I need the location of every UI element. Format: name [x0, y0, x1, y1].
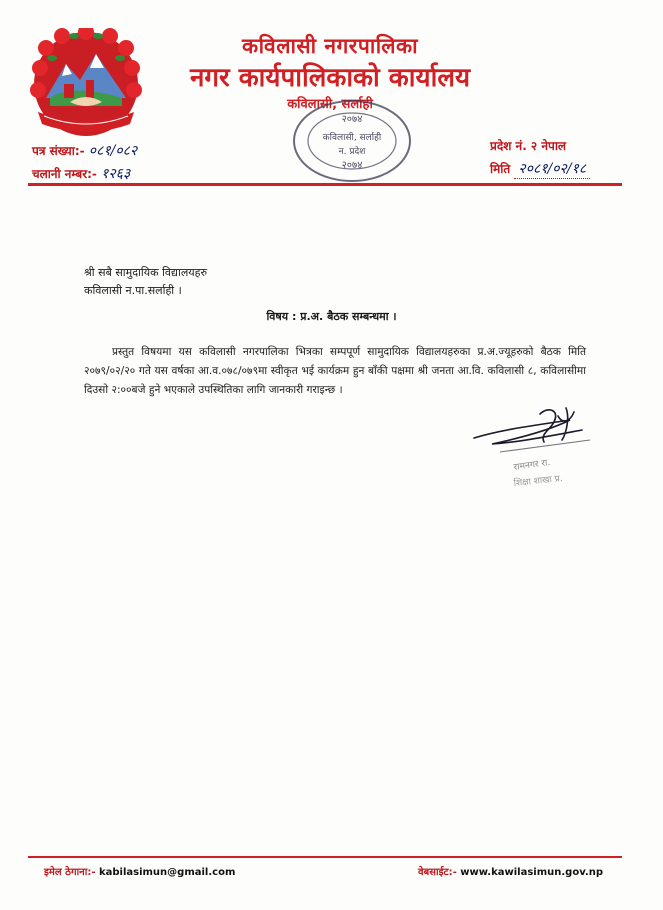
nepal-emblem-icon	[30, 28, 142, 140]
miti-label: मिति	[490, 162, 511, 176]
office-name: नगर कार्यपालिकाको कार्यालय	[189, 63, 471, 93]
recipient-line-1: श्री सबै सामुदायिक विद्यालयहरु	[84, 266, 208, 279]
patra-sankhya	[32, 141, 137, 160]
svg-text:२०७४: २०७४	[341, 160, 363, 171]
svg-text:कविलासी, सर्लाही: कविलासी, सर्लाही	[322, 133, 382, 143]
website-label: वेबसाईट:-	[418, 867, 457, 878]
patra-label: पत्र संख्या:-	[32, 144, 85, 158]
footer-website	[418, 864, 603, 878]
chalani-number	[32, 164, 130, 183]
chalani-label: चलानी नम्बर:-	[32, 167, 97, 181]
municipality-name: कविलासी नगरपालिका	[241, 34, 419, 58]
svg-text:२०७४: २०७४	[341, 114, 363, 125]
office-location: कविलासी, सर्लाही	[287, 97, 373, 112]
website-value[interactable]: www.kawilasimun.gov.np	[460, 867, 603, 878]
miti	[490, 159, 590, 179]
office-stamp-icon	[290, 96, 415, 186]
header-divider	[28, 183, 622, 186]
svg-text:शिक्षा शाखा प्र.: शिक्षा शाखा प्र.	[513, 473, 564, 489]
recipient-line-2: कविलासी न.पा.सर्लाही ।	[84, 284, 182, 297]
svg-text:रामनगर रा.: रामनगर रा.	[513, 457, 551, 473]
footer-divider	[28, 856, 622, 858]
email-label: इमेल ठेगाना:-	[44, 867, 96, 878]
chalani-value: १२६३	[101, 166, 131, 182]
email-value[interactable]: kabilasimun@gmail.com	[98, 867, 236, 878]
miti-value: २०८१/०२/१८	[518, 161, 587, 177]
svg-text:न. प्रदेश: न. प्रदेश	[338, 147, 366, 157]
footer-email	[44, 864, 235, 878]
letter-body: प्रस्तुत विषयमा यस कविलासी नगरपालिका भित्रका सम्पपूर्ण सामुदायिक विद्यालयहरुका प्र.अ.ज्यूहरुको बैठक मिति २०७९/०२/२० गते यस वर्षका आ.व.०७८/०७९मा स्वीकृत भई कार्यक्रम हुन बाँकी पक्षमा श्री जनता आ.वि. कविलासी ८, कविलासीमा दिउसो २:००बजे हुने भएकाले उपस्थितिका लागि जानकारी गराइन्छ ।	[84, 346, 586, 396]
letter-subject: विषय : प्र.अ. बैठक सम्बन्धमा ।	[266, 310, 397, 323]
signature-icon	[470, 400, 600, 495]
pradesh-label: प्रदेश नं. २ नेपाल	[490, 139, 567, 153]
patra-value: ०८१/०८२	[88, 143, 138, 159]
